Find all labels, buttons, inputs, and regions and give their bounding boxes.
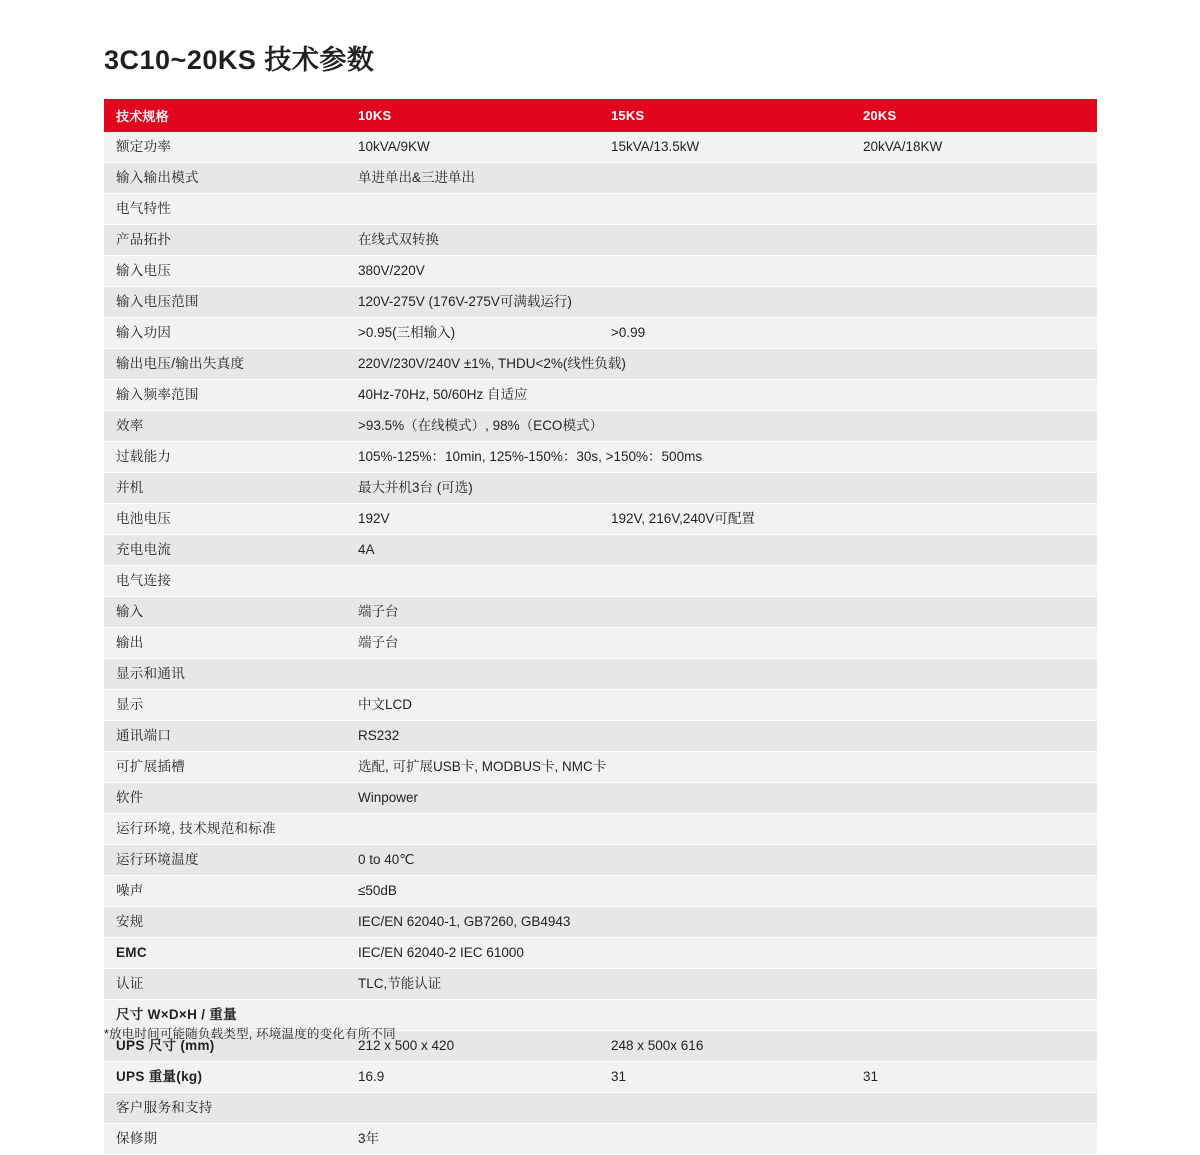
row-label: 显示和通讯 <box>104 659 346 690</box>
row-label: 客户服务和支持 <box>104 1093 346 1124</box>
table-row <box>104 442 1097 473</box>
row-label: 效率 <box>104 411 346 442</box>
column-header-10ks: 10KS <box>346 99 599 132</box>
row-value: 选配, 可扩展USB卡, MODBUS卡, NMC卡 <box>346 752 1097 783</box>
row-label: 运行环境温度 <box>104 845 346 876</box>
table-row <box>104 411 1097 442</box>
table-header <box>104 99 1097 132</box>
row-value: 105%-125%：10min, 125%-150%：30s, >150%：500ms <box>346 442 1097 473</box>
row-value: 16.9 <box>346 1062 599 1093</box>
table-row <box>104 535 1097 566</box>
row-value: TLC,节能认证 <box>346 969 1097 1000</box>
row-value: >0.99 <box>599 318 1097 349</box>
row-value: >0.95(三相输入) <box>346 318 599 349</box>
row-label: 通讯端口 <box>104 721 346 752</box>
row-value: Winpower <box>346 783 1097 814</box>
row-label: 噪声 <box>104 876 346 907</box>
table-row <box>104 287 1097 318</box>
row-label: 输入功因 <box>104 318 346 349</box>
row-value: 最大并机3台 (可选) <box>346 473 1097 504</box>
table-row <box>104 1124 1097 1155</box>
table-row <box>104 721 1097 752</box>
table-row <box>104 132 1097 163</box>
table-row <box>104 225 1097 256</box>
row-value: 212 x 500 x 420 <box>346 1031 599 1062</box>
row-value: >93.5%（在线模式）, 98%（ECO模式） <box>346 411 1097 442</box>
row-value <box>346 1093 1097 1124</box>
row-label: 保修期 <box>104 1124 346 1155</box>
table-row <box>104 349 1097 380</box>
row-value: 380V/220V <box>346 256 1097 287</box>
row-label: 认证 <box>104 969 346 1000</box>
row-value: 40Hz-70Hz, 50/60Hz 自适应 <box>346 380 1097 411</box>
table-row <box>104 1062 1097 1093</box>
row-label: 输出电压/输出失真度 <box>104 349 346 380</box>
specifications-table <box>104 99 1097 1155</box>
row-label: 电气连接 <box>104 566 346 597</box>
table-row <box>104 473 1097 504</box>
table-row <box>104 752 1097 783</box>
table-row <box>104 504 1097 535</box>
row-value: 31 <box>599 1062 851 1093</box>
table-row <box>104 876 1097 907</box>
row-label: 显示 <box>104 690 346 721</box>
row-label: UPS 重量(kg) <box>104 1062 346 1093</box>
table-row <box>104 380 1097 411</box>
row-label: 输入频率范围 <box>104 380 346 411</box>
row-label: 软件 <box>104 783 346 814</box>
table-row <box>104 814 1097 845</box>
row-value: IEC/EN 62040-1, GB7260, GB4943 <box>346 907 1097 938</box>
row-value: 192V <box>346 504 599 535</box>
table-row <box>104 1093 1097 1124</box>
row-label: UPS 尺寸 (mm) <box>104 1031 346 1062</box>
footnote: *放电时间可能随负载类型, 环境温度的变化有所不同 <box>104 1027 396 1041</box>
table-row <box>104 907 1097 938</box>
row-value: 3年 <box>346 1124 1097 1155</box>
row-value: 4A <box>346 535 1097 566</box>
table-row <box>104 256 1097 287</box>
row-label: 可扩展插槽 <box>104 752 346 783</box>
row-label: 输入电压范围 <box>104 287 346 318</box>
table-row <box>104 783 1097 814</box>
table-row <box>104 690 1097 721</box>
row-value: 31 <box>851 1062 1097 1093</box>
row-value: IEC/EN 62040-2 IEC 61000 <box>346 938 1097 969</box>
table-row <box>104 566 1097 597</box>
row-value: 端子台 <box>346 597 1097 628</box>
row-value <box>346 1000 1097 1031</box>
row-value <box>346 566 1097 597</box>
row-value: 10kVA/9KW <box>346 132 599 163</box>
row-value: 192V, 216V,240V可配置 <box>599 504 1097 535</box>
table-row <box>104 659 1097 690</box>
row-label: 充电电流 <box>104 535 346 566</box>
row-value: 220V/230V/240V ±1%, THDU<2%(线性负载) <box>346 349 1097 380</box>
row-label: 输入输出模式 <box>104 163 346 194</box>
row-value: 在线式双转换 <box>346 225 1097 256</box>
table-row <box>104 163 1097 194</box>
row-value: 20kVA/18KW <box>851 132 1097 163</box>
row-value: 120V-275V (176V-275V可满载运行) <box>346 287 1097 318</box>
row-value: ≤50dB <box>346 876 1097 907</box>
row-value: 中文LCD <box>346 690 1097 721</box>
table-row <box>104 597 1097 628</box>
table-row <box>104 194 1097 225</box>
row-value <box>346 814 1097 845</box>
table-row <box>104 628 1097 659</box>
table-header-row <box>104 99 1097 132</box>
column-header-15ks: 15KS <box>599 99 851 132</box>
table-row <box>104 969 1097 1000</box>
row-value: 单进单出&三进单出 <box>346 163 1097 194</box>
row-label: 产品拓扑 <box>104 225 346 256</box>
row-label: 过载能力 <box>104 442 346 473</box>
row-label: 尺寸 W×D×H / 重量 <box>104 1000 346 1031</box>
row-label: 输入 <box>104 597 346 628</box>
row-label: 输入电压 <box>104 256 346 287</box>
row-value: RS232 <box>346 721 1097 752</box>
column-header-20ks: 20KS <box>851 99 1097 132</box>
row-value <box>346 659 1097 690</box>
row-label: 电池电压 <box>104 504 346 535</box>
page-title: 3C10~20KS 技术参数 <box>104 45 375 75</box>
column-header-spec: 技术规格 <box>104 99 346 132</box>
row-label: EMC <box>104 938 346 969</box>
row-value: 0 to 40℃ <box>346 845 1097 876</box>
row-label: 并机 <box>104 473 346 504</box>
table-row <box>104 845 1097 876</box>
row-label: 运行环境, 技术规范和标准 <box>104 814 346 845</box>
row-label: 输出 <box>104 628 346 659</box>
row-label: 安规 <box>104 907 346 938</box>
table-row <box>104 938 1097 969</box>
row-label: 电气特性 <box>104 194 346 225</box>
table-row <box>104 318 1097 349</box>
row-label: 额定功率 <box>104 132 346 163</box>
row-value: 248 x 500x 616 <box>599 1031 1097 1062</box>
table-body <box>104 132 1097 1155</box>
row-value: 端子台 <box>346 628 1097 659</box>
row-value: 15kVA/13.5kW <box>599 132 851 163</box>
row-value <box>346 194 1097 225</box>
